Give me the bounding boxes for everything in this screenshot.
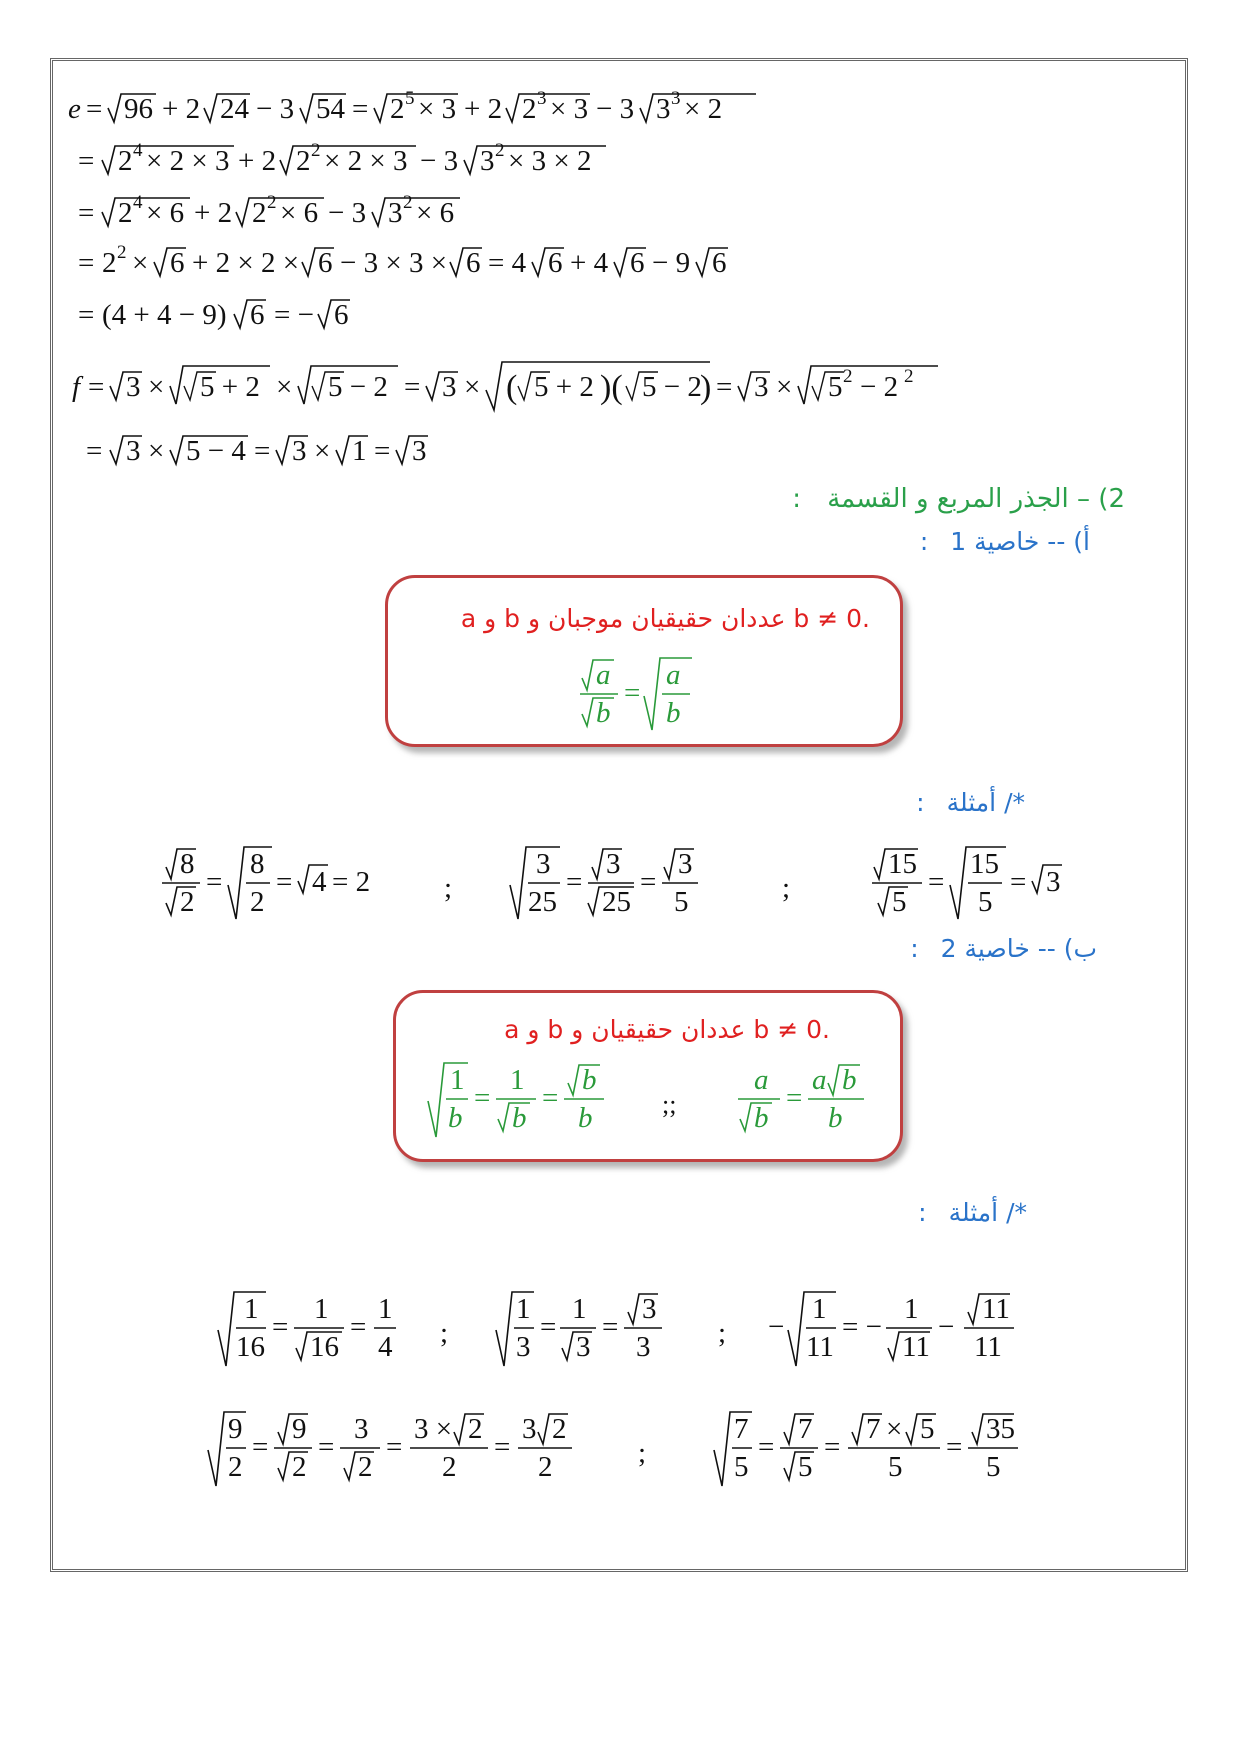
f-lines-svg	[70, 360, 950, 480]
svg-text:=: =	[78, 145, 95, 177]
svg-text:2: 2	[252, 197, 267, 229]
examples1-sep-2: ;	[782, 872, 791, 904]
svg-text:× 2 × 3: × 2 × 3	[324, 145, 408, 177]
svg-text:3: 3	[1046, 866, 1061, 898]
svg-text:5: 5	[828, 371, 843, 403]
property2-colon: :	[910, 934, 919, 963]
svg-text:− 9: − 9	[652, 247, 691, 279]
svg-text:− 3: − 3	[596, 93, 635, 125]
section-heading	[792, 484, 1125, 514]
svg-text:): )	[700, 369, 712, 406]
svg-text:2: 2	[118, 145, 133, 177]
svg-text:2: 2	[403, 192, 413, 213]
svg-text:3 ×: 3 ×	[414, 1413, 453, 1445]
svg-text:× 6: × 6	[416, 197, 455, 229]
svg-text:3: 3	[412, 435, 427, 467]
svg-text:6: 6	[170, 247, 185, 279]
examples2-row1-svg	[214, 1290, 1044, 1380]
svg-text:× 3 × 2: × 3 × 2	[508, 145, 592, 177]
svg-text:11: 11	[982, 1293, 1010, 1325]
svg-text:b: b	[578, 1102, 593, 1134]
svg-text:5 − 4: 5 − 4	[186, 435, 246, 467]
svg-text:1: 1	[450, 1064, 465, 1096]
svg-text:× 3: × 3	[418, 93, 457, 125]
svg-text:5: 5	[734, 1451, 749, 1483]
svg-text:×: ×	[148, 435, 165, 467]
svg-text:7: 7	[866, 1413, 881, 1445]
property1-colon: :	[919, 527, 929, 556]
svg-text:6: 6	[250, 299, 265, 331]
svg-text:11: 11	[902, 1331, 930, 1363]
svg-text:6: 6	[318, 247, 333, 279]
svg-text:5 + 2: 5 + 2	[534, 371, 594, 403]
svg-text:+ 2: + 2	[162, 93, 201, 125]
svg-text:2: 2	[358, 1451, 373, 1483]
svg-text:× 2: × 2	[684, 93, 723, 125]
svg-text:3: 3	[516, 1331, 531, 1363]
svg-text:b: b	[448, 1102, 463, 1134]
svg-text:= 2: = 2	[332, 866, 371, 898]
svg-text:f: f	[72, 371, 81, 403]
svg-text:3: 3	[126, 435, 141, 467]
svg-text:=: =	[276, 866, 293, 898]
svg-text:96: 96	[124, 93, 153, 125]
svg-text:2: 2	[522, 93, 537, 125]
svg-text:=: =	[206, 866, 223, 898]
svg-text:5: 5	[892, 886, 907, 918]
examples1-sep-1: ;	[444, 872, 453, 904]
svg-text:4: 4	[133, 140, 143, 161]
svg-text:2: 2	[843, 366, 853, 387]
svg-text:2: 2	[495, 140, 505, 161]
svg-text:6: 6	[630, 247, 645, 279]
property2-formula	[424, 1061, 884, 1147]
svg-text:3: 3	[656, 93, 671, 125]
svg-text:=: =	[86, 93, 103, 125]
svg-text:16: 16	[310, 1331, 339, 1363]
svg-text:=: =	[86, 435, 103, 467]
svg-text:2: 2	[468, 1413, 483, 1445]
svg-text:3: 3	[126, 371, 141, 403]
svg-text:16: 16	[236, 1331, 265, 1363]
svg-text:× 6: × 6	[146, 197, 185, 229]
examples1-label-text: */ أمثلة	[946, 788, 1025, 817]
svg-text:+ 4: + 4	[570, 247, 609, 279]
property2-label	[910, 934, 1097, 963]
e-lines-svg	[66, 88, 766, 358]
examples2-row2-svg	[204, 1410, 1044, 1500]
svg-text:b: b	[666, 697, 681, 729]
property1-box	[385, 575, 903, 747]
svg-text:× 6: × 6	[280, 197, 319, 229]
svg-text:b: b	[754, 1102, 769, 1134]
svg-text:3: 3	[388, 197, 403, 229]
svg-text:a: a	[596, 659, 611, 691]
examples1-svg	[160, 845, 1100, 935]
svg-text:× 3: × 3	[550, 93, 589, 125]
svg-text:=: =	[1010, 866, 1027, 898]
svg-text:+ 2: + 2	[464, 93, 503, 125]
svg-text:9: 9	[228, 1413, 243, 1445]
property2-condition: a و b عددان حقيقيان و b ≠ 0.	[504, 1015, 830, 1044]
svg-text:1: 1	[378, 1293, 393, 1325]
svg-text:8: 8	[250, 848, 265, 880]
svg-text:2: 2	[102, 247, 117, 279]
svg-text:5 − 2: 5 − 2	[642, 371, 702, 403]
svg-text:− 3: − 3	[328, 197, 367, 229]
svg-text:e: e	[68, 93, 81, 125]
svg-text:;;: ;;	[662, 1090, 677, 1119]
svg-text:− 3: − 3	[256, 93, 295, 125]
svg-text:=: =	[928, 866, 945, 898]
svg-text:4: 4	[312, 866, 327, 898]
svg-text:1: 1	[244, 1293, 259, 1325]
svg-text:=: =	[252, 1431, 269, 1463]
svg-text:25: 25	[528, 886, 557, 918]
svg-text:× 2 × 3: × 2 × 3	[146, 145, 230, 177]
svg-text:3: 3	[754, 371, 769, 403]
svg-text:4: 4	[133, 192, 143, 213]
svg-text:;: ;	[638, 1437, 647, 1469]
svg-text:1: 1	[904, 1293, 919, 1325]
svg-text:3: 3	[442, 371, 457, 403]
svg-text:2: 2	[292, 1451, 307, 1483]
svg-text:=: =	[352, 93, 369, 125]
svg-text:2: 2	[228, 1451, 243, 1483]
svg-text:2: 2	[538, 1451, 553, 1483]
svg-text:=: =	[254, 435, 271, 467]
svg-text:+ 2: + 2	[194, 197, 233, 229]
examples2-label-text: */ أمثلة	[948, 1198, 1027, 1227]
svg-text:3: 3	[292, 435, 307, 467]
svg-text:=: =	[716, 371, 733, 403]
svg-text:= −: = −	[842, 1311, 882, 1343]
svg-text:=: =	[786, 1082, 803, 1114]
svg-text:=: =	[494, 1431, 511, 1463]
svg-text:+ 2: + 2	[238, 145, 277, 177]
svg-text:=: =	[78, 197, 95, 229]
svg-text:2: 2	[390, 93, 405, 125]
section-colon: :	[792, 484, 801, 514]
svg-text:5 − 2: 5 − 2	[328, 371, 388, 403]
svg-text:1: 1	[572, 1293, 587, 1325]
svg-text:2: 2	[250, 886, 265, 918]
examples1-colon: :	[916, 788, 925, 817]
svg-text:×: ×	[464, 371, 481, 403]
svg-text:a: a	[812, 1064, 827, 1096]
svg-text:1: 1	[510, 1064, 525, 1096]
svg-text:15: 15	[888, 848, 917, 880]
section-title: – الجذر المربع و القسمة	[827, 484, 1091, 514]
svg-text:3: 3	[671, 88, 681, 109]
svg-text:2: 2	[180, 886, 195, 918]
svg-text:25: 25	[602, 886, 631, 918]
svg-text:= −: = −	[274, 299, 314, 331]
svg-text:=: =	[318, 1431, 335, 1463]
svg-text:=: =	[350, 1311, 367, 1343]
svg-text:11: 11	[806, 1331, 834, 1363]
svg-text:+ 2 × 2 ×: + 2 × 2 ×	[192, 247, 300, 279]
svg-text:=: =	[386, 1431, 403, 1463]
svg-text:b: b	[842, 1064, 857, 1096]
svg-text:=: =	[272, 1311, 289, 1343]
svg-text:=: =	[88, 371, 105, 403]
svg-text:5: 5	[920, 1413, 935, 1445]
svg-text:1: 1	[352, 435, 367, 467]
svg-text:=: =	[602, 1311, 619, 1343]
svg-text:=: =	[824, 1431, 841, 1463]
section-number: 2)	[1098, 484, 1125, 514]
svg-text:=: =	[542, 1082, 559, 1114]
svg-text:15: 15	[970, 848, 999, 880]
examples2-colon: :	[918, 1198, 927, 1227]
svg-text:3: 3	[537, 88, 547, 109]
svg-text:35: 35	[986, 1413, 1015, 1445]
svg-text:=: =	[374, 435, 391, 467]
svg-text:;: ;	[440, 1317, 449, 1349]
svg-text:2: 2	[552, 1413, 567, 1445]
svg-text:)(: )(	[600, 369, 623, 406]
svg-text:2: 2	[904, 366, 914, 387]
svg-text:−: −	[768, 1311, 785, 1343]
svg-text:5: 5	[978, 886, 993, 918]
svg-text:9: 9	[292, 1413, 307, 1445]
svg-text:1: 1	[314, 1293, 329, 1325]
svg-text:=: =	[78, 247, 95, 279]
svg-text:3: 3	[576, 1331, 591, 1363]
svg-text:2: 2	[118, 197, 133, 229]
svg-text:=: =	[404, 371, 421, 403]
svg-text:×: ×	[276, 371, 293, 403]
svg-text:5: 5	[888, 1451, 903, 1483]
svg-text:b: b	[828, 1102, 843, 1134]
svg-text:54: 54	[316, 93, 345, 125]
svg-text:=: =	[624, 677, 641, 709]
svg-text:7: 7	[734, 1413, 749, 1445]
svg-text:=: =	[540, 1311, 557, 1343]
svg-text:3: 3	[642, 1293, 657, 1325]
svg-text:2: 2	[311, 140, 321, 161]
svg-text:b: b	[512, 1102, 527, 1134]
svg-text:11: 11	[974, 1331, 1002, 1363]
property1-label	[920, 527, 1090, 556]
svg-text:(: (	[506, 369, 518, 406]
svg-text:(4 + 4 − 9): (4 + 4 − 9)	[102, 299, 227, 331]
svg-text:b: b	[582, 1064, 597, 1096]
svg-text:5: 5	[405, 88, 415, 109]
svg-text:3: 3	[522, 1413, 537, 1445]
svg-text:24: 24	[220, 93, 249, 125]
svg-text:3: 3	[606, 848, 621, 880]
examples1-label	[916, 788, 1025, 817]
svg-text:1: 1	[812, 1293, 827, 1325]
svg-text:a: a	[666, 659, 681, 691]
property2-label-text: ب) -- خاصية 2	[940, 934, 1097, 963]
svg-text:5: 5	[798, 1451, 813, 1483]
svg-text:=: =	[78, 299, 95, 331]
svg-text:− 2: − 2	[860, 371, 899, 403]
property1-label-text: أ) -- خاصية 1	[950, 527, 1090, 556]
svg-text:1: 1	[516, 1293, 531, 1325]
svg-text:2: 2	[296, 145, 311, 177]
examples2-label	[918, 1198, 1027, 1227]
svg-text:3: 3	[480, 145, 495, 177]
svg-text:−: −	[938, 1311, 955, 1343]
svg-text:×: ×	[776, 371, 793, 403]
svg-text:=: =	[640, 866, 657, 898]
svg-text:×: ×	[886, 1413, 903, 1445]
svg-text:2: 2	[267, 192, 277, 213]
svg-text:6: 6	[466, 247, 481, 279]
svg-text:6: 6	[712, 247, 727, 279]
svg-text:− 3: − 3	[420, 145, 459, 177]
svg-text:a: a	[754, 1064, 769, 1096]
svg-text:×: ×	[314, 435, 331, 467]
svg-text:6: 6	[334, 299, 349, 331]
svg-text:− 3 × 3 ×: − 3 × 3 ×	[340, 247, 448, 279]
property1-condition: a و b عددان حقيقيان موجبان و b ≠ 0.	[460, 604, 870, 633]
svg-text:×: ×	[148, 371, 165, 403]
svg-text:×: ×	[132, 247, 149, 279]
svg-text:=: =	[474, 1082, 491, 1114]
property2-box	[393, 990, 903, 1162]
svg-text:3: 3	[636, 1331, 651, 1363]
svg-text:3: 3	[678, 848, 693, 880]
svg-text:= 4: = 4	[488, 247, 527, 279]
svg-text:=: =	[566, 866, 583, 898]
svg-text:7: 7	[798, 1413, 813, 1445]
svg-text:5: 5	[674, 886, 689, 918]
svg-text:5 + 2: 5 + 2	[200, 371, 260, 403]
svg-text:b: b	[596, 697, 611, 729]
svg-text:5: 5	[986, 1451, 1001, 1483]
svg-text:3: 3	[536, 848, 551, 880]
property1-formula	[578, 656, 698, 736]
svg-text:=: =	[758, 1431, 775, 1463]
svg-text:8: 8	[180, 848, 195, 880]
svg-text:6: 6	[548, 247, 563, 279]
svg-text:2: 2	[442, 1451, 457, 1483]
svg-text:=: =	[946, 1431, 963, 1463]
svg-text:4: 4	[378, 1331, 393, 1363]
svg-text:;: ;	[718, 1317, 727, 1349]
svg-text:3: 3	[354, 1413, 369, 1445]
svg-text:2: 2	[117, 242, 127, 263]
